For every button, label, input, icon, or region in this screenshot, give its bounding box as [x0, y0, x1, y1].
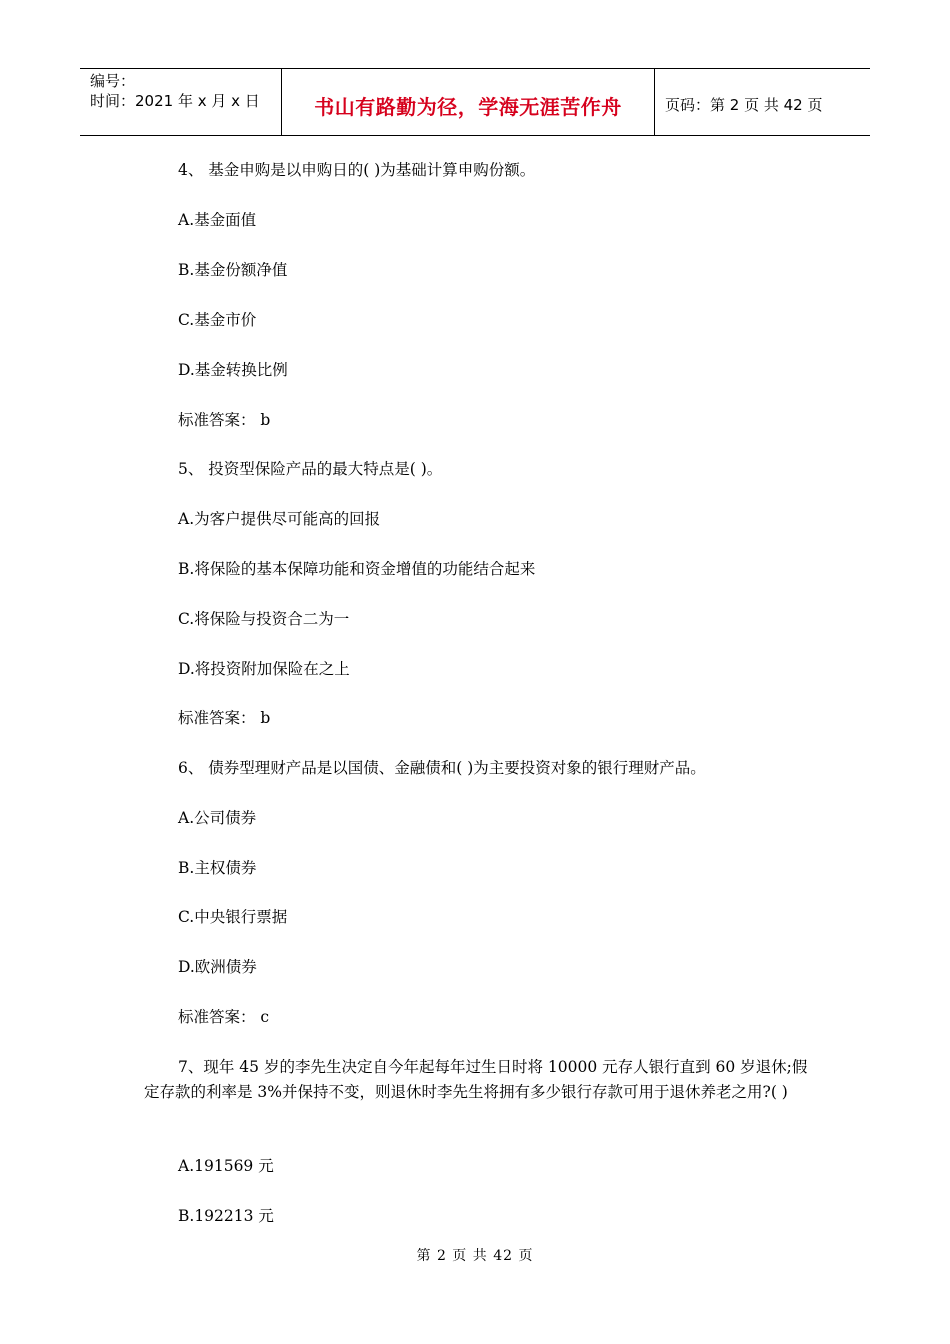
question-answer: 标准答案： b [178, 709, 271, 727]
question-answer: 标准答案： b [178, 411, 271, 429]
question-option: A.191569 元 [178, 1157, 274, 1175]
question-option: B.将保险的基本保障功能和资金增值的功能结合起来 [178, 560, 536, 578]
page-footer: 第 2 页 共 42 页 [416, 1248, 534, 1264]
question-option: C.将保险与投资合二为一 [178, 610, 350, 628]
question-option: A.基金面值 [178, 211, 257, 229]
question-stem: 7、现年 45 岁的李先生决定自今年起每年过生日时将 10000 元存人银行直到 60 岁退休;假定存款的利率是 3%并保持不变，则退休时李先生将拥有多少银行存款可用于退休养老之用?( ) [144, 1058, 808, 1101]
question-stem: 6、 债券型理财产品是以国债、金融债和( )为主要投资对象的银行理财产品。 [178, 759, 706, 777]
question-option: A.公司债券 [178, 809, 257, 827]
question-option: D.欧洲债券 [178, 958, 257, 976]
document-number-label: 编号： [90, 72, 136, 90]
document-date: 时间：2021 年 x 月 x 日 [90, 92, 260, 110]
question-option: D.基金转换比例 [178, 361, 288, 379]
header-motto: 书山有路勤为径，学海无涯苦作舟 [282, 69, 655, 135]
header-meta [80, 69, 282, 135]
question-option: B.主权债券 [178, 859, 257, 877]
page-header [80, 68, 870, 136]
question-option: B.192213 元 [178, 1207, 274, 1225]
header-page-info: 页码：第 2 页 共 42 页 [665, 95, 823, 114]
question-stem: 5、 投资型保险产品的最大特点是( )。 [178, 460, 443, 478]
question-option: A.为客户提供尽可能高的回报 [178, 510, 381, 528]
question-option: C.中央银行票据 [178, 908, 288, 926]
question-stem: 4、 基金申购是以申购日的( )为基础计算申购份额。 [178, 161, 536, 179]
question-option: B.基金份额净值 [178, 261, 288, 279]
question-option: D.将投资附加保险在之上 [178, 660, 350, 678]
question-answer: 标准答案： c [178, 1008, 270, 1026]
question-option: C.基金市价 [178, 311, 257, 329]
